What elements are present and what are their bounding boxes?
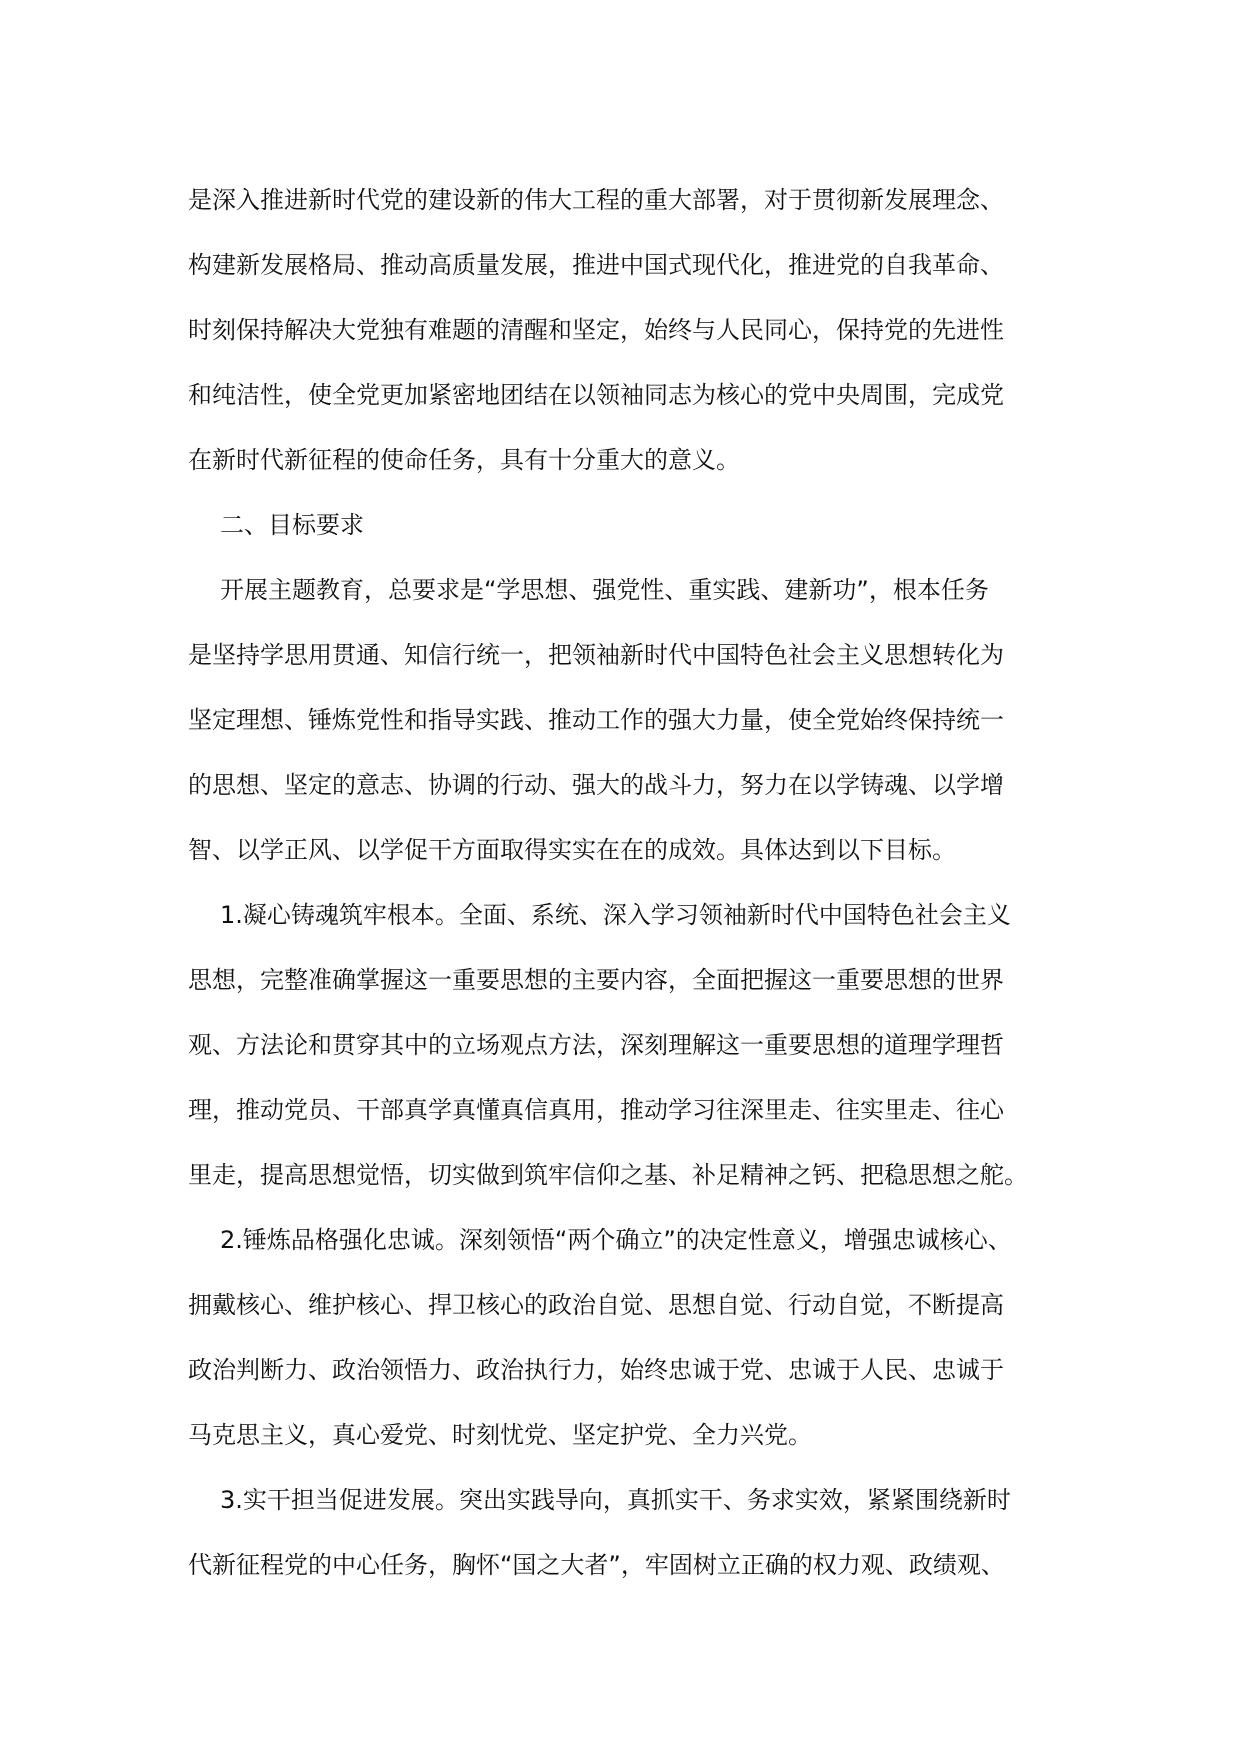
text-line: 时刻保持解决大党独有难题的清醒和坚定，始终与人民同心，保持党的先进性	[188, 316, 1004, 344]
text-line: 智、以学正风、以学促干方面取得实实在在的成效。具体达到以下目标。	[188, 836, 956, 864]
text-line: 思想，完整准确掌握这一重要思想的主要内容，全面把握这一重要思想的世界	[188, 966, 1004, 994]
text-line: 代新征程党的中心任务，胸怀“国之大者”，牢固树立正确的权力观、政绩观、	[188, 1551, 1005, 1579]
text-line: 是深入推进新时代党的建设新的伟大工程的重大部署，对于贯彻新发展理念、	[188, 186, 1004, 214]
section-heading: 二、目标要求	[220, 511, 364, 539]
paragraph-first-line: 开展主题教育，总要求是“学思想、强党性、重实践、建新功”，根本任务	[220, 576, 989, 604]
text-line: 政治判断力、政治领悟力、政治执行力，始终忠诚于党、忠诚于人民、忠诚于	[188, 1356, 1004, 1384]
body-text	[188, 168, 1068, 1598]
text-line: 拥戴核心、维护核心、捍卫核心的政治自觉、思想自觉、行动自觉，不断提高	[188, 1291, 1004, 1319]
paragraph-first-line: 3.实干担当促进发展。突出实践导向，真抓实干、务求实效，紧紧围绕新时	[220, 1486, 1011, 1514]
text-line: 是坚持学思用贯通、知信行统一，把领袖新时代中国特色社会主义思想转化为	[188, 641, 1004, 669]
text-line: 马克思主义，真心爱党、时刻忧党、坚定护党、全力兴党。	[188, 1421, 812, 1449]
text-line: 理，推动党员、干部真学真懂真信真用，推动学习往深里走、往实里走、往心	[188, 1096, 1004, 1124]
text-line: 在新时代新征程的使命任务，具有十分重大的意义。	[188, 446, 740, 474]
text-line: 里走，提高思想觉悟，切实做到筑牢信仰之基、补足精神之钙、把稳思想之舵。	[188, 1161, 1028, 1189]
paragraph-first-line: 1.凝心铸魂筑牢根本。全面、系统、深入学习领袖新时代中国特色社会主义	[220, 901, 1011, 929]
text-line: 和纯洁性，使全党更加紧密地团结在以领袖同志为核心的党中央周围，完成党	[188, 381, 1004, 409]
paragraph-first-line: 2.锤炼品格强化忠诚。深刻领悟“两个确立”的决定性意义，增强忠诚核心、	[220, 1226, 1012, 1254]
text-line: 的思想、坚定的意志、协调的行动、强大的战斗力，努力在以学铸魂、以学增	[188, 771, 1004, 799]
text-line: 观、方法论和贯穿其中的立场观点方法，深刻理解这一重要思想的道理学理哲	[188, 1031, 1004, 1059]
text-line: 构建新发展格局、推动高质量发展，推进中国式现代化，推进党的自我革命、	[188, 251, 1004, 279]
text-line: 坚定理想、锤炼党性和指导实践、推动工作的强大力量，使全党始终保持统一	[188, 706, 1004, 734]
